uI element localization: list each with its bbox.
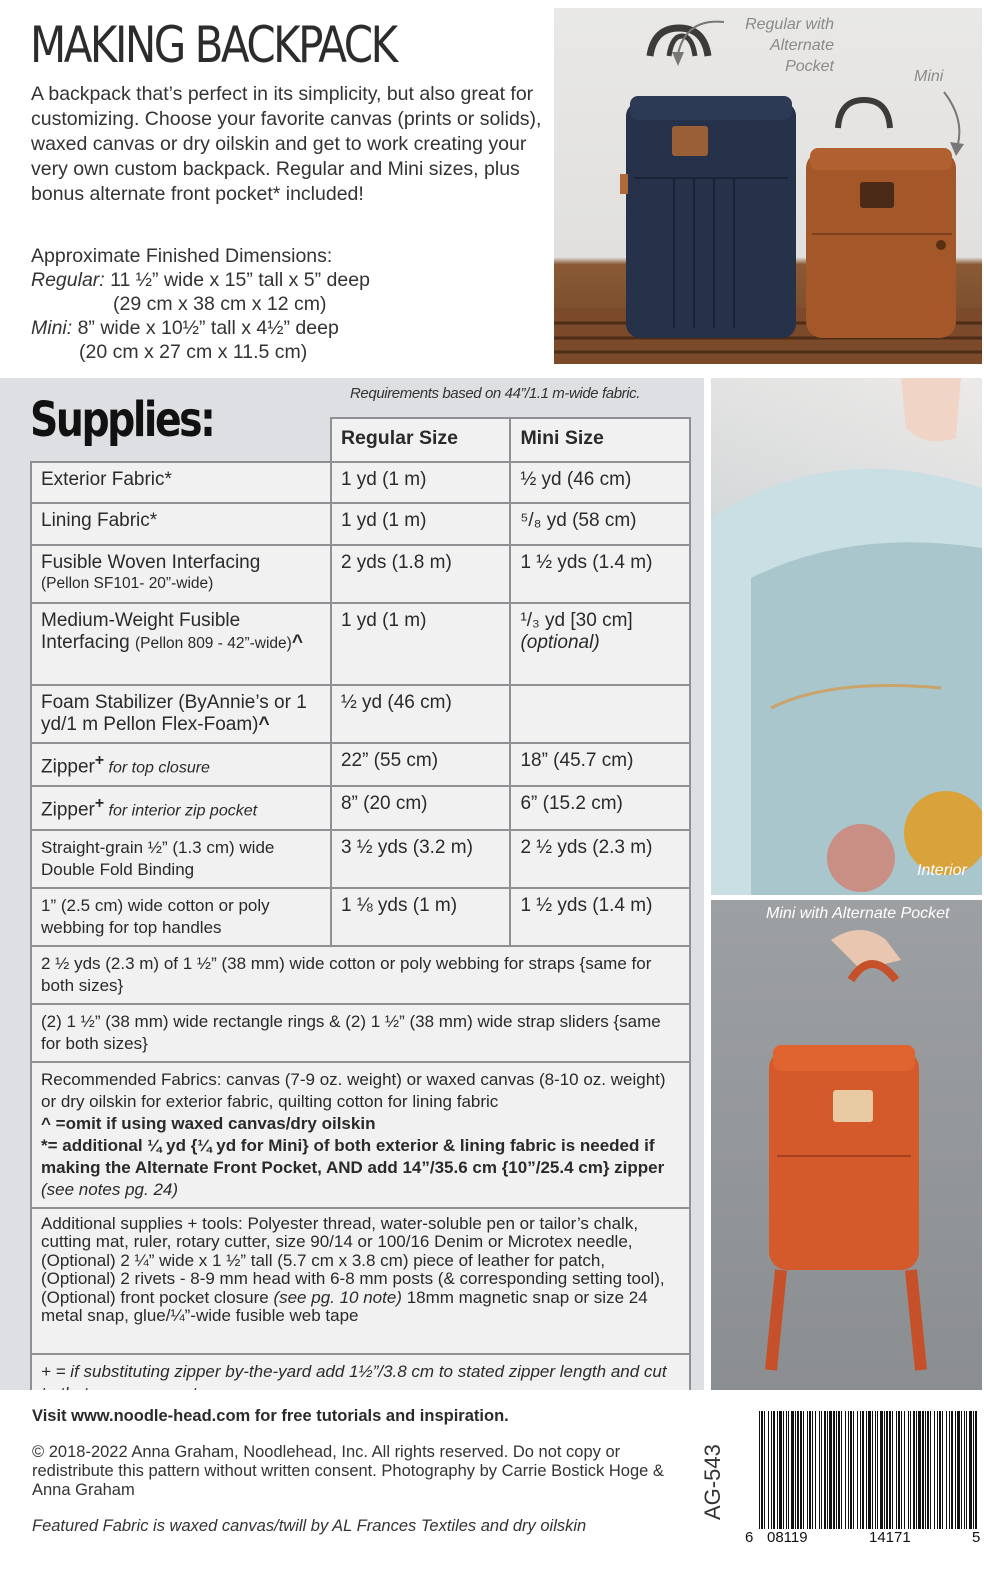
mini-cell: ½ yd (46 cm) bbox=[510, 462, 690, 503]
caption-mini: Mini bbox=[914, 68, 944, 85]
table-row bbox=[31, 1062, 690, 1208]
barcode-bar bbox=[889, 1411, 891, 1529]
barcode-bar bbox=[803, 1411, 804, 1529]
finished-dimensions bbox=[31, 244, 551, 364]
mini-note: (optional) bbox=[520, 632, 600, 653]
barcode-bar bbox=[886, 1411, 888, 1529]
barcode-bar bbox=[824, 1411, 826, 1529]
barcode-bar bbox=[779, 1411, 782, 1529]
regular-imperial: 11 ½” wide x 15” tall x 5” deep bbox=[104, 269, 370, 291]
item-cell bbox=[31, 786, 331, 829]
interior-illustration bbox=[711, 378, 982, 895]
table-row bbox=[31, 545, 690, 603]
tools-cell bbox=[31, 1208, 690, 1354]
regular-cell: ½ yd (46 cm) bbox=[331, 685, 511, 743]
barcode-bar bbox=[916, 1411, 917, 1529]
barcode-bar bbox=[930, 1411, 931, 1529]
table-header-row bbox=[31, 418, 690, 462]
sku-code: AG-543 bbox=[700, 1444, 725, 1520]
mini-cell: 1 ½ yds (1.4 m) bbox=[510, 545, 690, 603]
barcode-bar bbox=[964, 1411, 965, 1529]
barcode-bar bbox=[866, 1411, 867, 1529]
item-sub: (Pellon SF101- 20”-wide) bbox=[41, 575, 214, 592]
regular-metric: (29 cm x 38 cm x 12 cm) bbox=[113, 293, 327, 315]
regular-cell: 1 yd (1 m) bbox=[331, 503, 511, 545]
table-row bbox=[31, 888, 690, 946]
barcode-bar bbox=[969, 1411, 972, 1529]
mini-cell: 2 ½ yds (2.3 m) bbox=[510, 830, 690, 888]
barcode-digit-group-1: 08119 bbox=[767, 1529, 808, 1546]
barcode-bar bbox=[942, 1411, 943, 1529]
barcode-bar bbox=[884, 1411, 885, 1529]
mini-metric: (20 cm x 27 cm x 11.5 cm) bbox=[79, 341, 308, 363]
item-name: Foam Stabilizer (ByAnnie’s or 1 yd/1 m Pellon Flex-Foam) bbox=[41, 692, 307, 735]
barcode-bar bbox=[833, 1411, 835, 1529]
regular-cell: 8” (20 cm) bbox=[331, 786, 511, 829]
backpacks-photo bbox=[554, 8, 982, 364]
tools-end: 18mm magnetic snap or size 24 metal snap, glue/¼”-wide fusible web tape bbox=[41, 1287, 648, 1326]
header-mini: Mini Size bbox=[510, 418, 690, 462]
barcode-bar bbox=[807, 1411, 808, 1529]
barcode-bar bbox=[836, 1411, 837, 1529]
barcode-bar bbox=[934, 1411, 935, 1529]
recommended-cell bbox=[31, 1062, 690, 1208]
featured-fabric-note: Featured Fabric is waxed canvas/twill by AL Frances Textiles and dry oilskin bbox=[32, 1517, 587, 1535]
barcode-bar bbox=[957, 1411, 960, 1529]
barcode-bar bbox=[786, 1411, 787, 1529]
plus-mark: + bbox=[94, 752, 105, 769]
plus-mark: + bbox=[94, 795, 105, 813]
tools-ref: (see pg. 10 note) bbox=[268, 1287, 402, 1307]
supplies-title: Supplies: bbox=[30, 392, 214, 448]
mini-imperial: 8” wide x 10½” tall x 4½” deep bbox=[72, 317, 339, 339]
barcode-bar bbox=[773, 1411, 775, 1529]
item-cell: Exterior Fabric* bbox=[31, 462, 331, 503]
dimensions-regular bbox=[31, 268, 551, 292]
item-cell: Straight-grain ½” (1.3 cm) wide Double Fold Binding bbox=[31, 830, 331, 888]
barcode-bar bbox=[898, 1411, 900, 1529]
barcode-bar bbox=[827, 1411, 828, 1529]
regular-cell: 2 yds (1.8 m) bbox=[331, 545, 511, 603]
regular-cell: 1 ⅛ yds (1 m) bbox=[331, 888, 511, 946]
mini-cell bbox=[510, 603, 690, 685]
straps-cell: 2 ½ yds (2.3 m) of 1 ½” (38 mm) wide cotton or poly webbing for straps {same for both sizes} bbox=[31, 946, 690, 1004]
barcode-bar bbox=[966, 1411, 967, 1529]
table-row bbox=[31, 603, 690, 685]
mini-cell: 1 ½ yds (1.4 m) bbox=[510, 888, 690, 946]
mini-pocket-photo bbox=[711, 900, 982, 1390]
barcode-bar bbox=[795, 1411, 796, 1529]
barcode-bar bbox=[880, 1411, 883, 1529]
mini-backpack-illustration bbox=[711, 900, 982, 1390]
barcode-bar bbox=[946, 1411, 947, 1529]
barcode-bar bbox=[862, 1411, 864, 1529]
mini-label: Mini: bbox=[31, 317, 73, 339]
item-name: Medium-Weight Fusible Interfacing bbox=[41, 610, 241, 653]
barcode-digit-first: 6 bbox=[745, 1529, 754, 1546]
item-name: Fusible Woven Interfacing bbox=[41, 552, 261, 573]
barcode-bar bbox=[901, 1411, 902, 1529]
barcode-bar bbox=[815, 1411, 816, 1529]
table-row bbox=[31, 786, 690, 829]
table-row bbox=[31, 743, 690, 786]
barcode-bar bbox=[913, 1411, 915, 1529]
barcode-bar bbox=[761, 1411, 763, 1529]
barcode-bar bbox=[892, 1411, 893, 1529]
barcode-bar bbox=[868, 1411, 871, 1529]
intro-paragraph: A backpack that’s perfect in its simplicity, but also great for customizing. Choose your favorite canvas (prints or solids), waxed canvas or dry oilskin and get to work creating your very own custom backpack. Regular and Mini sizes, plus bonus alternate front pocket* included! bbox=[31, 83, 542, 205]
rings-cell: (2) 1 ½” (38 mm) wide rectangle rings & (2) 1 ½” (38 mm) wide strap sliders {same for both sizes} bbox=[31, 1004, 690, 1062]
regular-cell: 1 yd (1 m) bbox=[331, 462, 511, 503]
regular-cell: 1 yd (1 m) bbox=[331, 603, 511, 685]
barcode-bar bbox=[904, 1411, 905, 1529]
barcode-bar bbox=[848, 1411, 849, 1529]
item-cell bbox=[31, 685, 331, 743]
item-cell bbox=[31, 603, 331, 685]
barcode-bar bbox=[788, 1411, 789, 1529]
barcode-bar bbox=[829, 1411, 832, 1529]
recommended-fabrics: Recommended Fabrics: canvas (7-9 oz. weight) or waxed canvas (8-10 oz. weight) or dry oilskin for exterior fabric, quilting cotton for lining fabric bbox=[41, 1069, 666, 1111]
barcode-bar bbox=[853, 1411, 854, 1529]
item-sub: for top closure bbox=[104, 759, 210, 777]
barcode-bar bbox=[819, 1411, 820, 1529]
barcode-bar bbox=[875, 1411, 876, 1529]
item-cell bbox=[31, 545, 331, 603]
additional-note-text: *= additional ¼ yd {¼ yd for Mini} of both exterior & lining fabric is needed if making the Alternate Front Pocket, AND add 14”/35.6 cm {10”/25.4 cm} zipper bbox=[41, 1135, 665, 1177]
barcode-bar bbox=[800, 1411, 802, 1529]
omit-mark: ^ bbox=[258, 714, 270, 735]
mini-cell: ⁵/₈ yd (58 cm) bbox=[510, 503, 690, 545]
barcode-bar bbox=[908, 1411, 909, 1529]
caption-interior: Interior bbox=[917, 862, 967, 879]
requirements-note: Requirements based on 44”/1.1 m-wide fabric. bbox=[350, 385, 641, 402]
barcode-bar bbox=[918, 1411, 921, 1529]
barcode-bar bbox=[872, 1411, 873, 1529]
item-sub: (Pellon 809 - 42”-wide) bbox=[135, 635, 292, 652]
mini-cell: 6” (15.2 cm) bbox=[510, 786, 690, 829]
barcode-bar bbox=[939, 1411, 941, 1529]
table-row bbox=[31, 1004, 690, 1062]
barcode-bar bbox=[791, 1411, 794, 1529]
barcode-digit-last: 5 bbox=[972, 1529, 981, 1546]
barcode-bar bbox=[955, 1411, 956, 1529]
barcode-bar bbox=[949, 1411, 950, 1529]
barcode-bar bbox=[759, 1411, 760, 1529]
item-sub: for interior zip pocket bbox=[104, 802, 258, 820]
zipper-note-cell: + = if substituting zipper by-the-yard add 1½”/3.8 cm to stated zipper length and cut bbox=[31, 1354, 690, 1412]
supplies-table bbox=[30, 417, 691, 1413]
barcode-bar bbox=[797, 1411, 799, 1529]
header-regular: Regular Size bbox=[331, 418, 511, 462]
omit-mark: ^ bbox=[291, 632, 303, 653]
barcode-bar bbox=[783, 1411, 784, 1529]
barcode-bar bbox=[910, 1411, 911, 1529]
regular-label: Regular: bbox=[31, 269, 105, 291]
barcode-bar bbox=[860, 1411, 861, 1529]
tools-text: Additional supplies + tools: Polyester thread, water-soluble pen or tailor’s chalk, cutting mat, ruler, rotary cutter, size 90/14 or 100/16 Denim or Microtex needle, (Optional) 2 ¼” wide x 1 ½” tall (5.7 cm x 3.8 cm) piece of leather for patch, (Optional) 2 rivets - 8-9 mm head with 6-8 mm posts (& corresponding setting tool), (Optional) front pocket closure bbox=[41, 1213, 665, 1307]
barcode-digit-group-2: 14171 bbox=[869, 1529, 911, 1546]
barcode-bar bbox=[877, 1411, 878, 1529]
header-blank bbox=[31, 418, 331, 462]
barcode-bar bbox=[838, 1411, 840, 1529]
barcode-bar bbox=[973, 1411, 974, 1529]
barcode-bar bbox=[850, 1411, 852, 1529]
barcode-bar bbox=[925, 1411, 926, 1529]
barcode-bar bbox=[809, 1411, 811, 1529]
table-row bbox=[31, 685, 690, 743]
dimensions-heading: Approximate Finished Dimensions: bbox=[31, 245, 333, 267]
barcode-bar bbox=[896, 1411, 897, 1529]
item-cell bbox=[31, 743, 331, 786]
caption-regular-alt: Regular with Alternate Pocket bbox=[745, 16, 834, 75]
interior-photo bbox=[711, 378, 982, 895]
caption-mini-pocket: Mini with Alternate Pocket bbox=[766, 905, 950, 922]
barcode-bar bbox=[845, 1411, 846, 1529]
barcode-bar bbox=[771, 1411, 772, 1529]
table-row bbox=[31, 462, 690, 503]
barcode-bar bbox=[857, 1411, 858, 1529]
barcode-bar bbox=[841, 1411, 842, 1529]
barcode-bar bbox=[821, 1411, 822, 1529]
barcode-bar bbox=[927, 1411, 929, 1529]
regular-cell: 3 ½ yds (3.2 m) bbox=[331, 830, 511, 888]
additional-note-ref: (see notes pg. 24) bbox=[41, 1179, 179, 1199]
mini-cell: 18” (45.7 cm) bbox=[510, 743, 690, 786]
barcode-icon bbox=[757, 1411, 978, 1529]
website-line: Visit www.noodle-head.com for free tutorials and inspiration. bbox=[32, 1407, 509, 1425]
barcode-bar bbox=[922, 1411, 924, 1529]
mini-value: ¹/₃ yd [30 cm] bbox=[520, 610, 633, 631]
dimensions-mini bbox=[31, 316, 551, 340]
barcode-bar bbox=[777, 1411, 778, 1529]
barcode-bar bbox=[975, 1411, 977, 1529]
item-name: Zipper bbox=[41, 756, 95, 778]
barcode-bar bbox=[768, 1411, 769, 1529]
barcode-bar bbox=[961, 1411, 962, 1529]
item-name: Zipper bbox=[41, 799, 95, 821]
omit-note: ^ =omit if using waxed canvas/dry oilskin bbox=[41, 1113, 376, 1133]
mini-cell bbox=[510, 685, 690, 743]
barcode-bar bbox=[764, 1411, 765, 1529]
barcode-bar bbox=[812, 1411, 813, 1529]
regular-cell: 22” (55 cm) bbox=[331, 743, 511, 786]
item-cell: 1” (2.5 cm) wide cotton or poly webbing for top handles bbox=[31, 888, 331, 946]
table-row bbox=[31, 830, 690, 888]
copyright-notice: © 2018-2022 Anna Graham, Noodlehead, Inc. All rights reserved. Do not copy or redistribute this pattern without written consent. Photography by Carrie Bostick Hoge & Anna Graham bbox=[32, 1443, 664, 1499]
barcode-bar bbox=[937, 1411, 938, 1529]
additional-note bbox=[41, 1135, 680, 1201]
page-title: MAKING BACKPACK bbox=[30, 16, 396, 74]
table-row bbox=[31, 1208, 690, 1354]
table-row bbox=[31, 946, 690, 1004]
table-row bbox=[31, 503, 690, 545]
barcode-bar bbox=[951, 1411, 953, 1529]
item-cell: Lining Fabric* bbox=[31, 503, 331, 545]
